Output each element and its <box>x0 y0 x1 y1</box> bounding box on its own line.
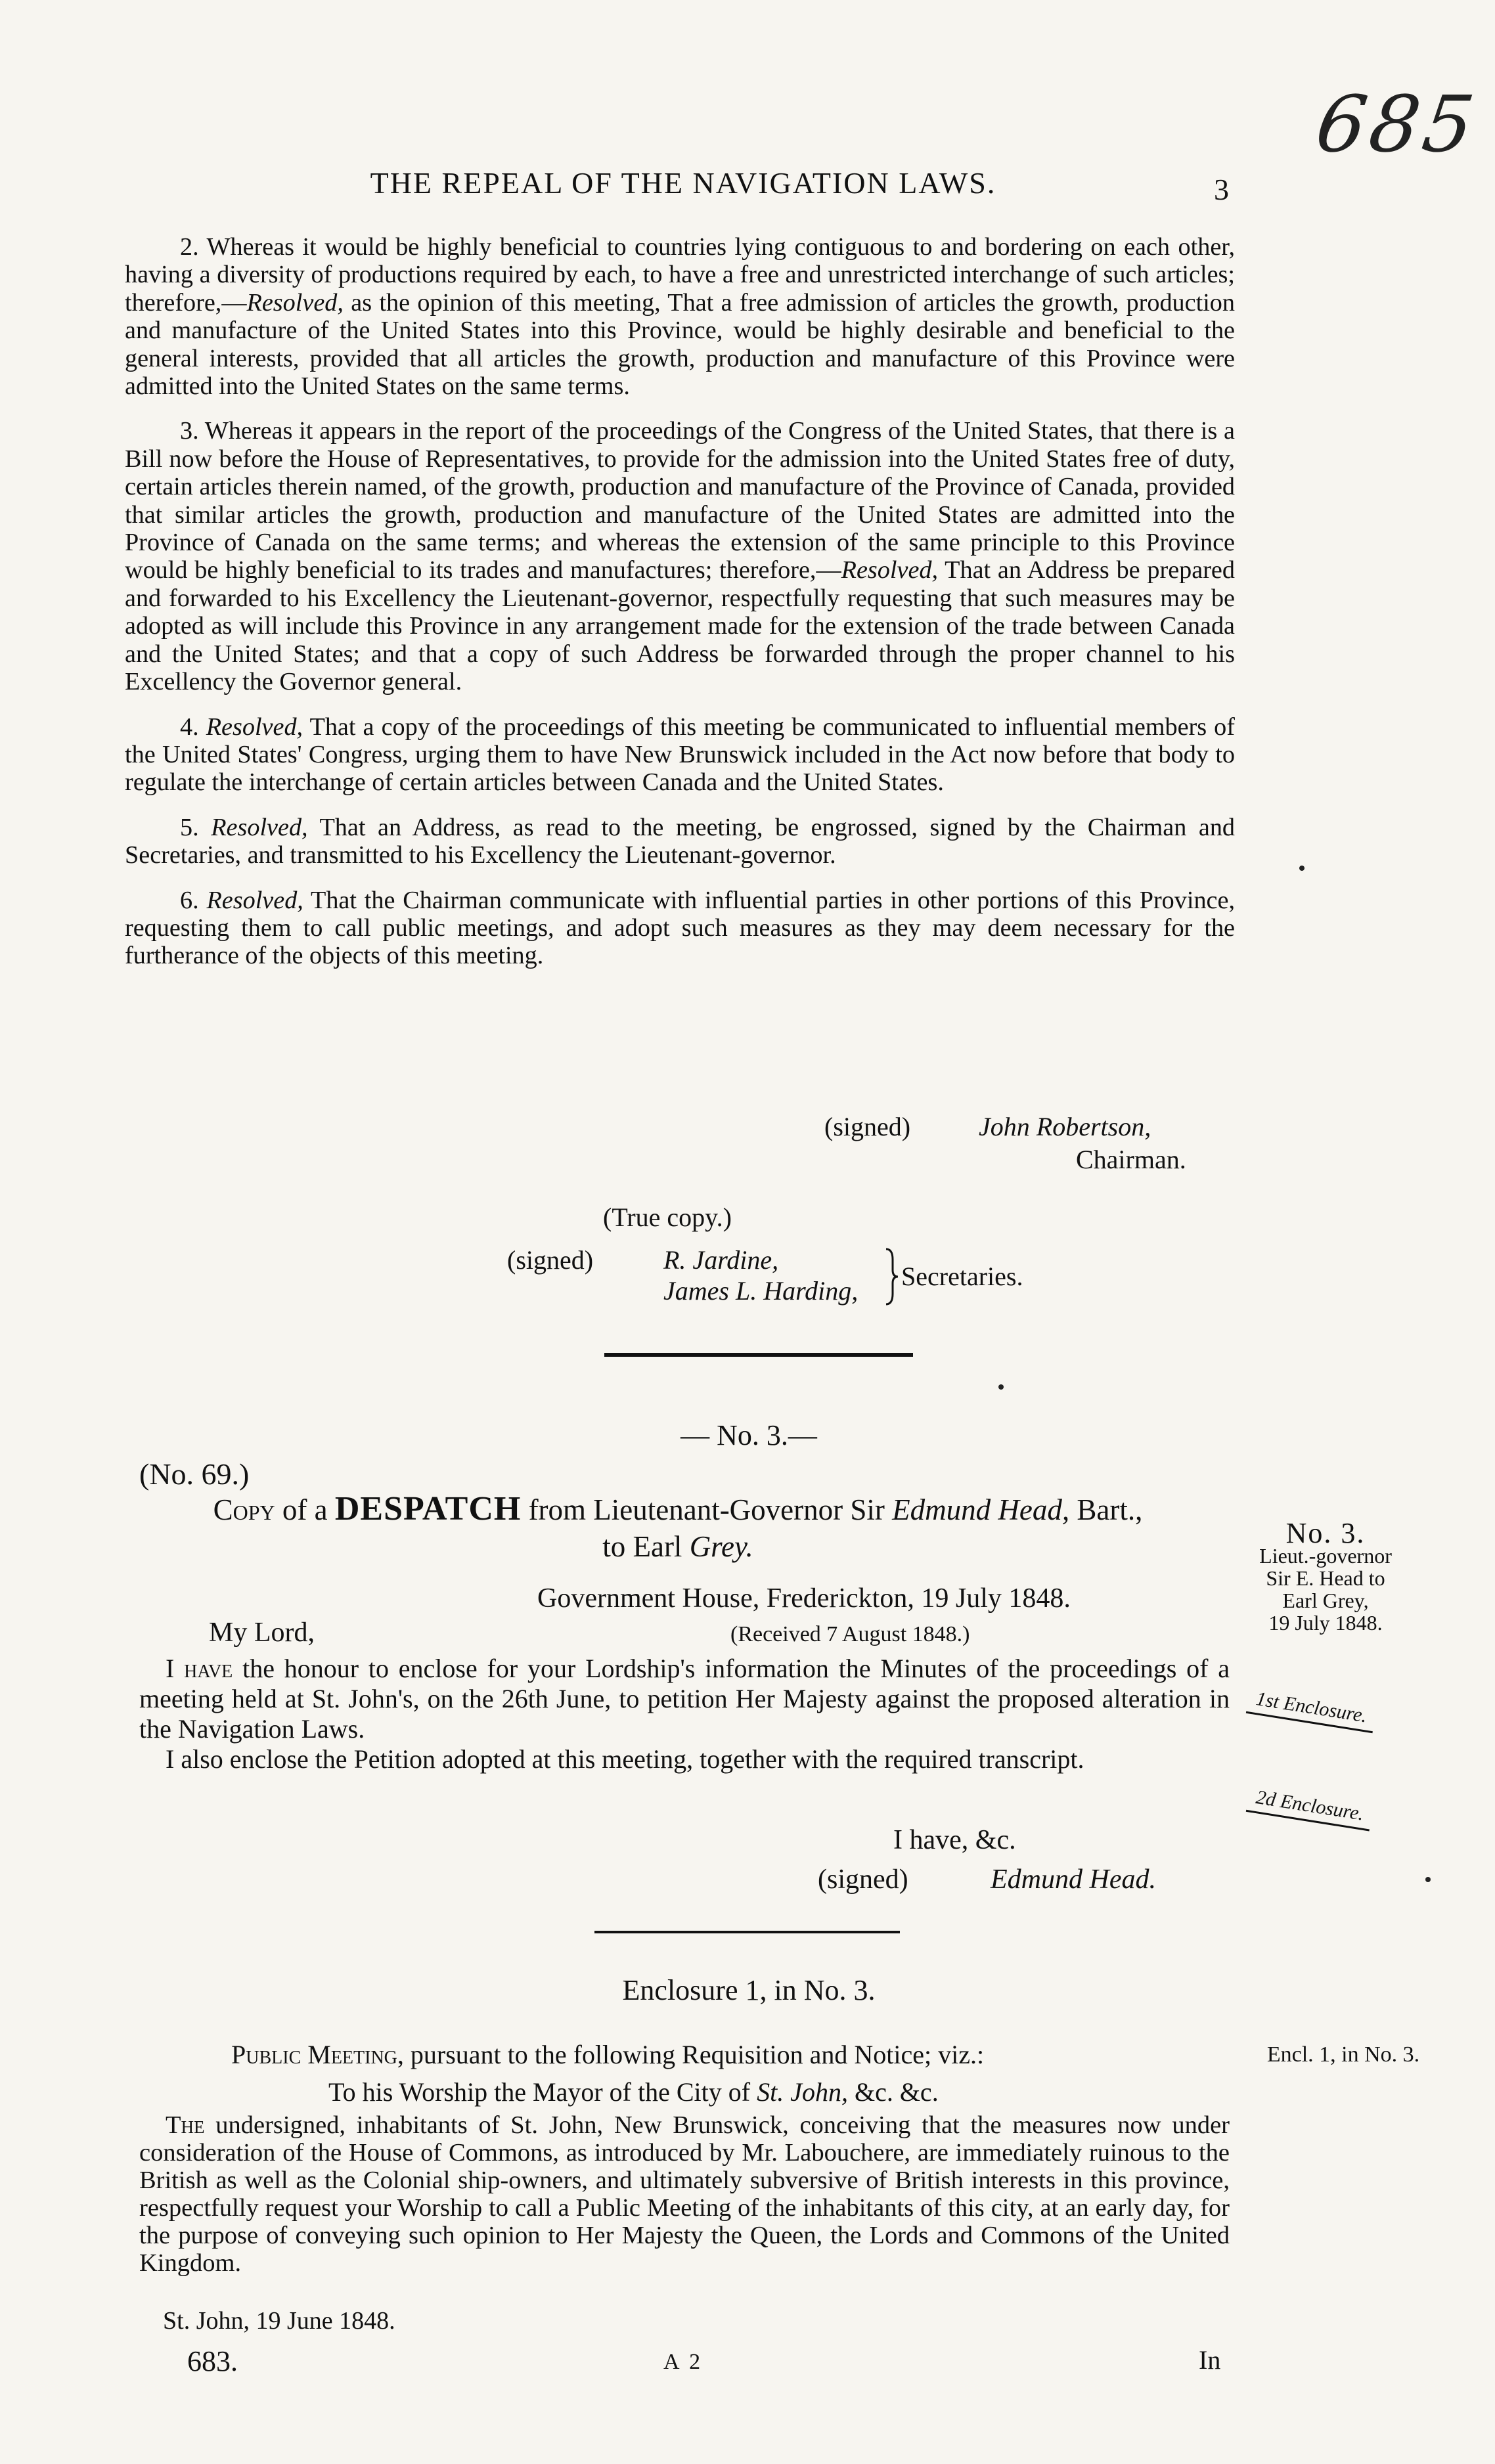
page-number: 3 <box>1214 173 1229 206</box>
title-to: to Earl <box>602 1530 690 1563</box>
requisition-body <box>139 2111 1230 2277</box>
paragraph-text: the honour to enclose for your Lordship's information the Minutes of the proceedings of a meeting held at St. John's, on the 26th June, to petition Her Majesty against the proposed alteration in the Navigation Laws. <box>139 1654 1230 1744</box>
secretary-name-2: James L. Harding, <box>663 1276 859 1306</box>
address-post: &c. &c. <box>847 2077 939 2107</box>
despatch-paragraph-2 <box>139 1744 1230 1774</box>
despatch-title-line-1 <box>139 1491 1216 1528</box>
meeting-rest: pursuant to the following Requisition and Notice; viz.: <box>403 2040 985 2069</box>
secretaries-signed-label: (signed) <box>507 1245 594 1275</box>
margin-note-enclosure: Encl. 1, in No. 3. <box>1266 2042 1420 2067</box>
resolution-text: That a copy of the proceedings of this meeting be communicated to influential members of the United States' Congress, urging them to have New Brunswick included in the Act now before that body to regulate the interchange of certain articles between Canada and the United States. <box>125 713 1235 797</box>
despatch-title <box>139 1491 1216 1565</box>
title-grey: Grey. <box>689 1530 753 1563</box>
footer-signature-mark: A 2 <box>663 2350 703 2374</box>
title-despatch: DESPATCH <box>334 1490 522 1528</box>
address-pre: To his Worship the Mayor of the City of <box>328 2077 757 2107</box>
print-speck <box>998 1384 1004 1390</box>
section-divider <box>594 1931 900 1933</box>
address-line <box>328 2077 939 2107</box>
meeting-notice-line <box>231 2039 984 2070</box>
despatch-number: (No. 69.) <box>139 1457 250 1491</box>
resolution-paragraph <box>125 887 1235 970</box>
resolution-paragraph <box>125 417 1235 695</box>
resolutions-block <box>125 233 1235 970</box>
resolution-number: 3. <box>180 417 199 445</box>
resolution-number: 2. <box>180 233 199 261</box>
print-speck <box>1425 1877 1431 1882</box>
resolution-paragraph <box>125 233 1235 400</box>
resolution-number: 6. <box>180 886 199 914</box>
margin-note-despatch <box>1240 1517 1411 1635</box>
place-date: Government House, Frederickton, 19 July 1848. <box>537 1583 1071 1614</box>
resolution-text: as the opinion of this meeting, That a free admission of articles the growth, production and manufacture of the United States into this Province, would be highly desirable and beneficial to the general interests, provided that all articles the growth, production and manufacture of this Province were admitted into the United States on the same terms. <box>125 288 1235 401</box>
resolved-word: Resolved, <box>246 288 344 317</box>
margin-note-line: Sir E. Head to <box>1266 1566 1385 1590</box>
salutation: My Lord, <box>209 1617 315 1648</box>
resolution-text: Whereas it appears in the report of the proceedings of the Congress of the United States, that there is a Bill now before the House of Representatives, to provide for the admission into the United States free of duty, certain articles therein named, of the growth, production and manufacture of the Province of Canada, provided that similar articles the growth, production and manufacture of the United States are admitted into the Province of Canada on the same terms; and whereas the extension of the same principle to this Province would be highly beneficial to its trades and manufactures; therefore,— <box>125 417 1236 584</box>
paragraph-lead: I have <box>166 1654 233 1683</box>
resolution-text: That an Address, as read to the meeting, be engrossed, signed by the Chairman and Secretaries, and transmitted to his Excellency the Lieutenant-governor. <box>125 813 1236 869</box>
resolution-text: That the Chairman communicate with influential parties in other portions of this Province, requesting them to call public meetings, and adopt such measures as they may deem necessary for the furtherance of the objects of this meeting. <box>125 886 1235 970</box>
despatch-section-heading: — No. 3.— <box>681 1419 817 1451</box>
resolution-paragraph <box>125 814 1235 869</box>
section-divider <box>604 1353 913 1357</box>
brace-icon <box>883 1246 899 1307</box>
chairman-role: Chairman. <box>1076 1145 1186 1174</box>
title-from: from Lieutenant-Governor Sir <box>521 1493 893 1526</box>
margin-note-line: Earl Grey, <box>1282 1589 1369 1612</box>
address-city: St. John, <box>757 2077 848 2107</box>
title-name: Edmund Head, <box>892 1493 1070 1526</box>
resolved-word: Resolved, <box>206 713 303 741</box>
resolution-paragraph <box>125 713 1235 797</box>
secretaries-role: Secretaries. <box>901 1262 1023 1291</box>
secretary-name-1: R. Jardine, <box>663 1245 779 1275</box>
enclosure-heading: Enclosure 1, in No. 3. <box>622 1974 876 2006</box>
handwritten-folio-number: 685 <box>1310 79 1483 169</box>
resolution-number: 4. <box>180 713 199 741</box>
despatch-body <box>139 1654 1230 1774</box>
margin-second-enclosure: 2d Enclosure. <box>1246 1785 1373 1831</box>
received-date: (Received 7 August 1848.) <box>730 1622 970 1646</box>
resolved-word: Resolved, <box>841 556 939 584</box>
print-speck <box>1299 866 1305 871</box>
title-copy: Copy <box>213 1493 275 1526</box>
true-copy-label: (True copy.) <box>603 1202 732 1232</box>
margin-first-enclosure: 1st Enclosure. <box>1246 1686 1377 1733</box>
resolved-word: Resolved, <box>206 886 303 914</box>
resolution-number: 5. <box>180 813 199 841</box>
requisition-paragraph <box>139 2111 1230 2277</box>
requisition-date: St. John, 19 June 1848. <box>163 2307 395 2335</box>
paragraph-text: undersigned, inhabitants of St. John, New Brunswick, conceiving that the measures now under consideration of the House of Commons, as introduced by Mr. Labouchere, are immediately ruinous to the British as well as the Colonial ship-owners, and ultimately subversive of British interests in this province, respectfully request your Worship to call a Public Meeting of the inhabitants of this city, at an early day, for the purpose of conveying such opinion to Her Majesty the Queen, the Lords and Commons of the United Kingdom. <box>139 2111 1230 2277</box>
margin-note-heading: No. 3. <box>1285 1517 1366 1549</box>
resolution-text: Whereas it would be highly beneficial to countries lying contiguous to and bordering on each other, having a diversity of productions required by each, to have a free and unrestricted interchange of such articles; therefore,— <box>125 233 1236 317</box>
meeting-lead: Public Meeting, <box>231 2040 404 2069</box>
margin-note-line: 19 July 1848. <box>1268 1611 1383 1635</box>
title-bart: Bart., <box>1069 1493 1143 1526</box>
despatch-title-line-2 <box>139 1528 1216 1565</box>
title-of-a: of a <box>275 1493 335 1526</box>
footer-left-number: 683. <box>187 2345 238 2377</box>
despatch-paragraph-1 <box>139 1654 1230 1744</box>
despatch-signer: Edmund Head. <box>991 1864 1156 1895</box>
footer-catchword: In <box>1199 2345 1221 2375</box>
resolution-text: That an Address be prepared and forwarded to his Excellency the Lieutenant-governor, respectfully requesting that such measures may be adopted as will include this Province in any arrangement made for the extension of the trade between Canada and the United States; and that a copy of such Address be forwarded through the proper channel to his Excellency the Governor general. <box>125 556 1235 696</box>
paragraph-lead: The <box>166 2111 205 2139</box>
running-title: THE REPEAL OF THE NAVIGATION LAWS. <box>370 166 996 200</box>
margin-note-line: Lieut.-governor <box>1259 1544 1392 1568</box>
paragraph-text: I also enclose the Petition adopted at this meeting, together with the required transcript. <box>166 1744 1084 1774</box>
despatch-signed-label: (signed) <box>818 1864 908 1895</box>
chairman-name: John Robertson, <box>979 1112 1151 1141</box>
closing: I have, &c. <box>893 1825 1016 1855</box>
chairman-signed-label: (signed) <box>824 1112 911 1141</box>
resolved-word: Resolved, <box>211 813 308 841</box>
